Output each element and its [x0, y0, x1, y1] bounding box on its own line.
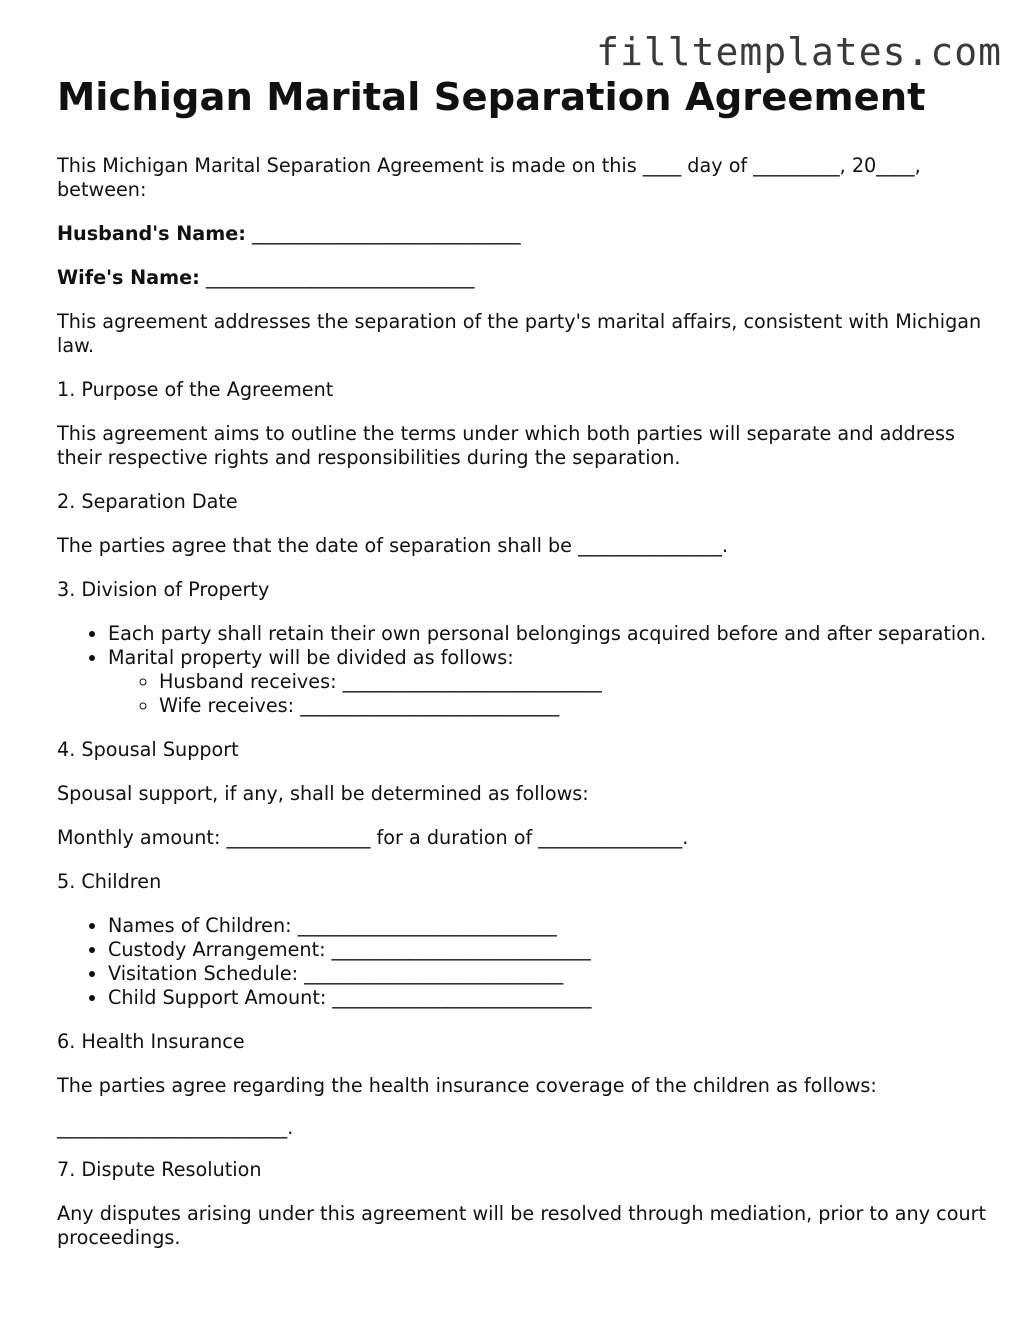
- disputes-paragraph: Any disputes arising under this agreement will be resolved through mediation, prior to any court proceedings.: [57, 1202, 987, 1249]
- husband-name-field: [57, 222, 987, 246]
- list-item: • Child Support Amount: ___________________________: [108, 986, 987, 1010]
- list-item: ◦ Wife receives: ___________________________: [159, 694, 987, 718]
- property-sublist: [108, 670, 987, 718]
- list-item: • Visitation Schedule: ___________________________: [108, 962, 987, 986]
- section-heading-separation-date: 2. Separation Date: [57, 490, 238, 513]
- section-heading-disputes: 7. Dispute Resolution: [57, 1158, 262, 1181]
- wife-name-label: Wife's Name:: [57, 266, 200, 289]
- section-heading-support: 4. Spousal Support: [57, 738, 239, 761]
- insurance-paragraph: The parties agree regarding the health insurance coverage of the children as follows:: [57, 1074, 877, 1097]
- list-item: ◦ Husband receives: ___________________________: [159, 670, 987, 694]
- list-item: [108, 622, 987, 646]
- intro-paragraph: This Michigan Marital Separation Agreement is made on this ____ day of _________, 20____, between:: [57, 154, 921, 201]
- separation-date-paragraph: The parties agree that the date of separation shall be _______________.: [57, 534, 729, 557]
- section-heading-property: 3. Division of Property: [57, 578, 270, 601]
- watermark: filltemplates.com: [596, 30, 1002, 74]
- wife-name-field: [57, 266, 987, 290]
- wife-name-blank: ____________________________: [205, 266, 475, 289]
- property-item-text: Each party shall retain their own personal belongings acquired before and after separation.: [108, 622, 987, 645]
- support-paragraph: Spousal support, if any, shall be determined as follows:: [57, 782, 589, 805]
- insurance-blank: ________________________.: [57, 1116, 294, 1139]
- section-heading-purpose: 1. Purpose of the Agreement: [57, 378, 334, 401]
- property-list: [57, 622, 987, 718]
- document-page: [57, 70, 987, 1270]
- list-item: [108, 646, 987, 718]
- children-list: [57, 914, 987, 1010]
- husband-name-blank: ____________________________: [252, 222, 521, 245]
- scope-paragraph: This agreement addresses the separation of the party's marital affairs, consistent with Michigan law.: [57, 310, 982, 357]
- property-item-text: Marital property will be divided as follows:: [108, 646, 514, 669]
- document-title: Michigan Marital Separation Agreement: [57, 75, 926, 120]
- husband-name-label: Husband's Name:: [57, 222, 246, 245]
- purpose-paragraph: This agreement aims to outline the terms under which both parties will separate and address their respective rights and responsibilities during the separation.: [57, 422, 955, 469]
- support-amount-paragraph: Monthly amount: _______________ for a duration of _______________.: [57, 826, 689, 849]
- section-heading-insurance: 6. Health Insurance: [57, 1030, 245, 1053]
- section-heading-children: 5. Children: [57, 870, 162, 893]
- list-item: • Names of Children: ___________________________: [108, 914, 987, 938]
- list-item: • Custody Arrangement: ___________________________: [108, 938, 987, 962]
